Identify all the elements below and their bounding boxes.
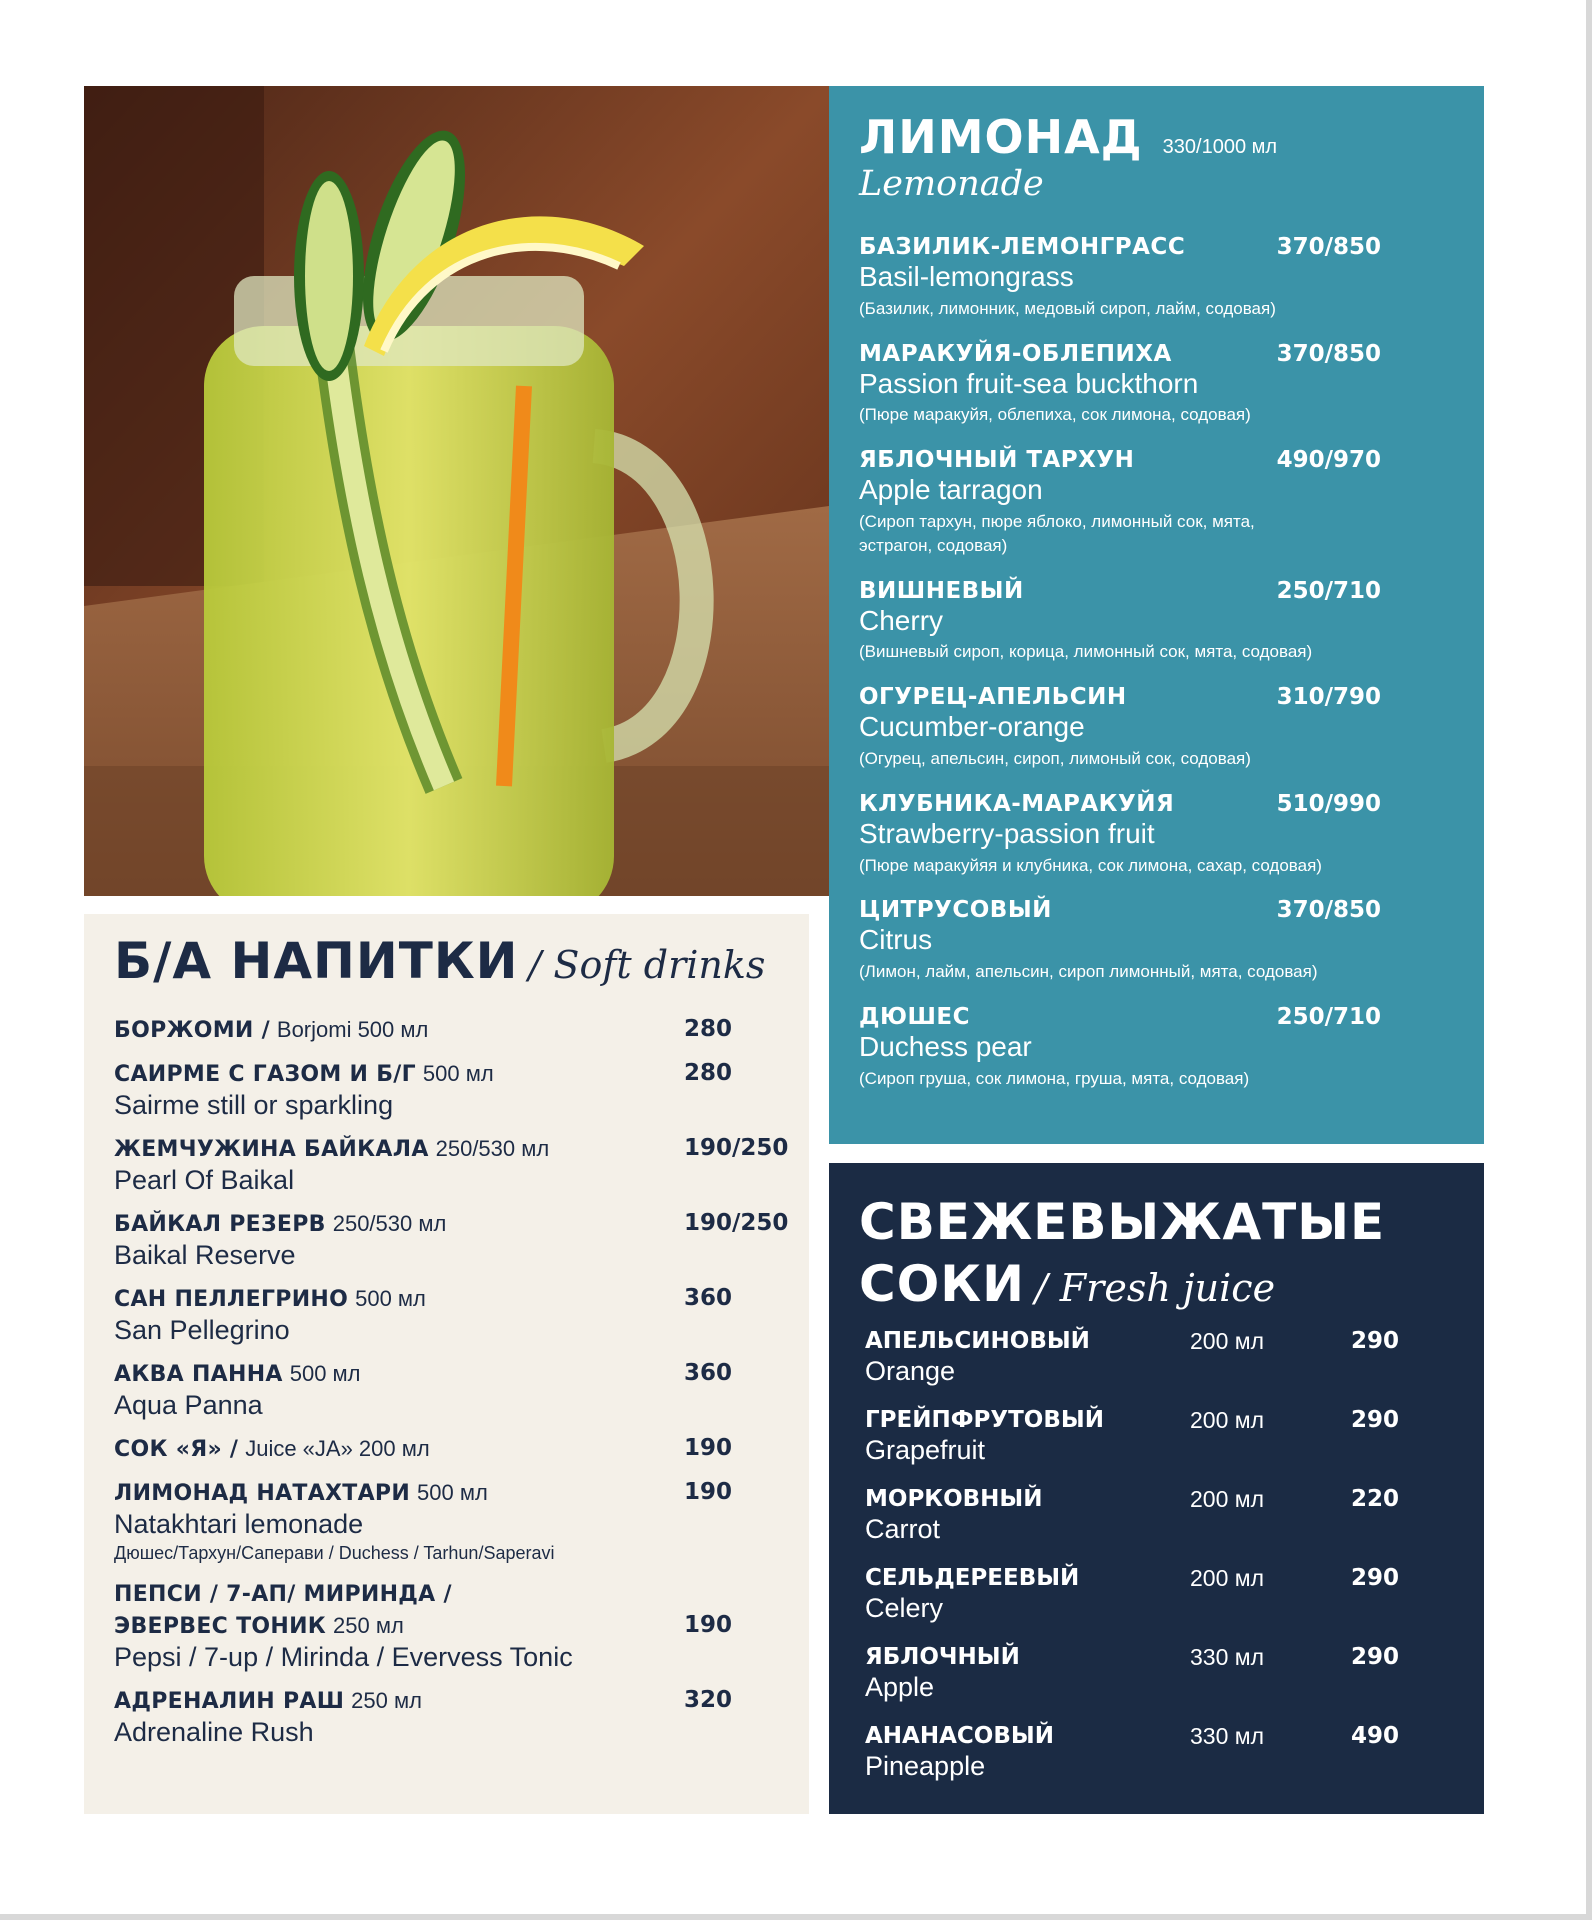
item-name-ru: БАЙКАЛ РЕЗЕРВ <box>114 1212 326 1237</box>
item-volume: Borjomi 500 мл <box>276 1017 429 1042</box>
item-description: (Пюре маракуйя, облепиха, сок лимона, содовая) <box>859 405 1251 425</box>
item-description: (Огурец, апельсин, сироп, лимоный сок, содовая) <box>859 748 1251 768</box>
menu-item <box>865 1723 1445 1802</box>
item-description: (Сироп тархун, пюре яблоко, лимонный сок, мята, эстрагон, содовая) <box>859 511 1255 555</box>
item-price: 190 <box>684 1479 733 1505</box>
fresh-juice-title-line2: СОКИ <box>859 1255 1025 1313</box>
item-description: (Лимон, лайм, апельсин, сироп лимонный, мята, содовая) <box>859 962 1318 982</box>
menu-item <box>865 1407 1445 1486</box>
soft-drinks-list <box>114 1014 794 1760</box>
soft-drinks-header <box>114 932 765 990</box>
fresh-juice-section <box>829 1163 1484 1814</box>
fresh-juice-subtitle: / Fresh juice <box>1034 1266 1276 1310</box>
item-name-ru: ЖЕМЧУЖИНА БАЙКАЛА <box>114 1137 429 1162</box>
item-name-ru: ЯБЛОЧНЫЙ <box>865 1644 1020 1670</box>
item-price: 510/990 <box>1276 790 1381 817</box>
item-name-ru: АПЕЛЬСИНОВЫЙ <box>865 1328 1090 1354</box>
item-price: 320 <box>684 1687 733 1713</box>
page-edge-right <box>1586 0 1592 1920</box>
item-name-ru: СОК «Я» / <box>114 1437 239 1462</box>
item-name-en: Carrot <box>865 1514 941 1544</box>
menu-item <box>865 1644 1445 1723</box>
item-volume: 250/530 мл <box>332 1211 447 1236</box>
item-name-ru: САН ПЕЛЛЕГРИНО <box>114 1287 349 1312</box>
item-name-en: Basil-lemongrass <box>859 261 1074 292</box>
item-name-en: Pepsi / 7-up / Mirinda / Evervess Tonic <box>114 1642 573 1672</box>
lemonade-subtitle: Lemonade <box>859 164 1044 204</box>
lemonade-section <box>829 86 1484 1144</box>
menu-item <box>859 447 1452 557</box>
item-volume: 200 мл <box>1190 1328 1264 1354</box>
item-name-en: Baikal Reserve <box>114 1240 296 1270</box>
item-price: 280 <box>684 1016 733 1042</box>
item-volume: 500 мл <box>289 1361 361 1386</box>
menu-item <box>865 1486 1445 1565</box>
menu-item <box>114 1208 794 1271</box>
item-note: Дюшес/Тархун/Саперави / Duchess / Tarhun/Saperavi <box>114 1543 555 1563</box>
menu-item <box>114 1058 794 1121</box>
item-price: 190 <box>684 1435 733 1461</box>
item-name-ru: ЭВЕРВЕС ТОНИК <box>114 1614 327 1639</box>
soft-drinks-subtitle: / Soft drinks <box>528 943 766 987</box>
item-price: 190 <box>684 1612 733 1638</box>
fresh-juice-title-line1: СВЕЖЕВЫЖАТЫЕ <box>859 1193 1386 1251</box>
item-price: 360 <box>684 1360 733 1386</box>
item-name-ru: ДЮШЕС <box>859 1003 970 1030</box>
item-name-ru: БАЗИЛИК-ЛЕМОНГРАСС <box>859 234 1186 260</box>
menu-item <box>859 1004 1452 1091</box>
item-name-ru: КЛУБНИКА-МАРАКУЙЯ <box>859 790 1175 817</box>
item-volume: 500 мл <box>355 1286 426 1311</box>
soft-drinks-section <box>84 914 809 1814</box>
item-name-en: Celery <box>865 1593 944 1623</box>
menu-item <box>859 234 1452 321</box>
menu-item <box>114 1477 794 1566</box>
item-price: 220 <box>1351 1486 1400 1512</box>
menu-item <box>114 1358 794 1421</box>
item-volume: 200 мл <box>1190 1565 1264 1591</box>
item-price: 490 <box>1351 1723 1400 1749</box>
item-name-en: Pineapple <box>865 1751 986 1781</box>
item-volume: 250 мл <box>333 1613 404 1638</box>
menu-item <box>865 1328 1445 1407</box>
item-name-en: Aqua Panna <box>114 1390 263 1420</box>
menu-item <box>859 578 1452 665</box>
item-description: (Сироп груша, сок лимона, груша, мята, содовая) <box>859 1068 1250 1088</box>
item-name-ru: АКВА ПАННА <box>114 1362 283 1387</box>
item-name-en: Cherry <box>859 604 944 636</box>
item-volume: 500 мл <box>417 1480 488 1505</box>
item-name-ru: АНАНАСОВЫЙ <box>865 1723 1054 1749</box>
item-name-ru: ЛИМОНАД НАТАХТАРИ <box>114 1481 411 1506</box>
item-volume: 500 мл <box>422 1061 494 1086</box>
fresh-juice-header <box>859 1255 1275 1313</box>
lemonade-volume: 330/1000 мл <box>1162 136 1278 158</box>
item-name-en: Strawberry-passion fruit <box>859 817 1155 849</box>
item-name-ru: МАРАКУЙЯ-ОБЛЕПИХА <box>859 340 1172 367</box>
item-volume: 330 мл <box>1190 1644 1264 1670</box>
item-price: 290 <box>1351 1565 1400 1591</box>
item-price: 310/790 <box>1276 684 1381 711</box>
menu-item <box>114 1433 794 1465</box>
item-name-ru: МОРКОВНЫЙ <box>865 1486 1043 1512</box>
item-name-ru: БОРЖОМИ / <box>114 1018 270 1043</box>
item-price: 360 <box>684 1285 733 1311</box>
menu-item <box>114 1578 794 1673</box>
item-name-en: Citrus <box>859 924 933 956</box>
item-name-ru: ГРЕЙПФРУТОВЫЙ <box>865 1407 1104 1433</box>
item-volume: 250 мл <box>351 1688 422 1713</box>
fresh-juice-list <box>865 1328 1445 1802</box>
item-name-ru: СЕЛЬДЕРЕЕВЫЙ <box>865 1565 1080 1591</box>
item-name-en: Pearl Of Baikal <box>114 1165 295 1195</box>
item-price: 190/250 <box>684 1135 789 1161</box>
item-volume: Juice «JA» 200 мл <box>245 1436 430 1461</box>
item-price: 290 <box>1351 1644 1400 1670</box>
item-price: 370/850 <box>1276 340 1381 367</box>
page-edge-bottom <box>0 1914 1592 1920</box>
item-description: (Пюре маракуйяя и клубника, сок лимона, сахар, содовая) <box>859 855 1322 875</box>
item-name-en: Orange <box>865 1356 956 1386</box>
item-name-en: Apple tarragon <box>859 474 1043 506</box>
menu-item <box>859 341 1452 428</box>
item-name-en: Apple <box>865 1672 935 1702</box>
menu-item <box>114 1283 794 1346</box>
item-name-ru: АДРЕНАЛИН РАШ <box>114 1689 345 1714</box>
item-volume: 200 мл <box>1190 1407 1264 1433</box>
menu-item <box>859 791 1452 878</box>
item-volume: 330 мл <box>1190 1723 1264 1749</box>
menu-item <box>114 1685 794 1748</box>
item-price: 190/250 <box>684 1210 789 1236</box>
item-name-en: Adrenaline Rush <box>114 1717 314 1747</box>
item-description: (Базилик, лимонник, медовый сироп, лайм, содовая) <box>859 298 1276 318</box>
item-description: (Вишневый сироп, корица, лимонный сок, мята, содовая) <box>859 642 1313 662</box>
lemonade-header <box>859 110 1452 164</box>
item-price: 250/710 <box>1276 1003 1381 1030</box>
item-price: 250/710 <box>1276 577 1381 604</box>
item-price: 290 <box>1351 1328 1400 1354</box>
item-price: 490/970 <box>1276 447 1381 474</box>
item-name-en: Cucumber-orange <box>859 711 1085 743</box>
item-price: 370/850 <box>1276 234 1381 260</box>
item-name-ru: ВИШНЕВЫЙ <box>859 577 1024 604</box>
item-price: 370/850 <box>1276 897 1381 924</box>
menu-item <box>859 684 1452 771</box>
item-name-ru: ЦИТРУСОВЫЙ <box>859 897 1052 924</box>
item-volume: 250/530 мл <box>435 1136 550 1161</box>
lemonade-photo <box>84 86 829 896</box>
menu-item <box>865 1565 1445 1644</box>
item-name-ru: ПЕПСИ / 7-АП/ МИРИНДА / <box>114 1582 452 1607</box>
lemonade-title: ЛИМОНАД <box>859 110 1143 164</box>
menu-item <box>859 897 1452 984</box>
item-name-en: Duchess pear <box>859 1030 1032 1062</box>
item-name-ru: ОГУРЕЦ-АПЕЛЬСИН <box>859 684 1127 711</box>
menu-item <box>114 1014 794 1046</box>
soft-drinks-title: Б/А НАПИТКИ <box>114 932 519 990</box>
item-volume: 200 мл <box>1190 1486 1264 1512</box>
item-name-ru: ЯБЛОЧНЫЙ ТАРХУН <box>859 447 1135 474</box>
item-price: 280 <box>684 1060 733 1086</box>
item-price: 290 <box>1351 1407 1400 1433</box>
item-name-en: Natakhtari lemonade <box>114 1509 364 1539</box>
item-name-en: San Pellegrino <box>114 1315 290 1345</box>
item-name-en: Sairme still or sparkling <box>114 1090 394 1120</box>
menu-item <box>114 1133 794 1196</box>
item-name-en: Passion fruit-sea buckthorn <box>859 367 1199 399</box>
item-name-ru: САИРМЕ С ГАЗОМ И Б/Г <box>114 1062 416 1087</box>
item-name-en: Grapefruit <box>865 1435 986 1465</box>
